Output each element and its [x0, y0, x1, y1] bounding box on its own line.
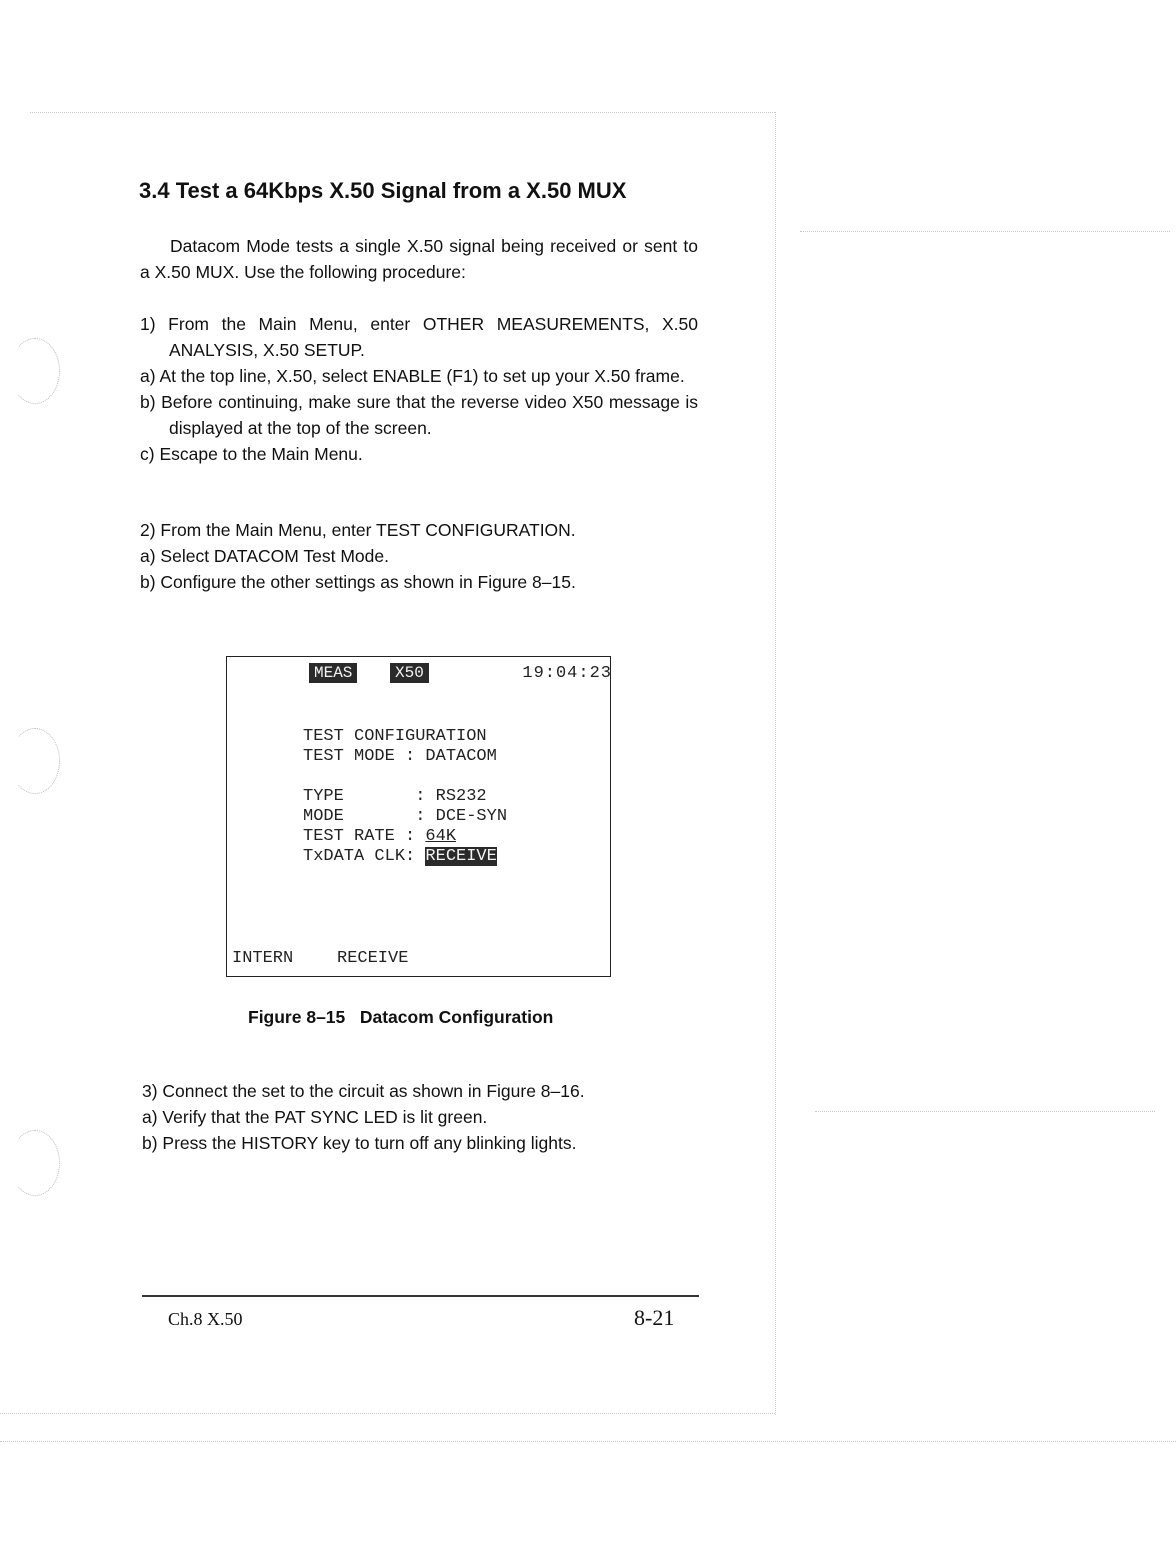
- step-item: b) Configure the other settings as shown in Figure 8–15.: [140, 572, 576, 592]
- step-item: 3) Connect the set to the circuit as shown in Figure 8–16.: [142, 1081, 585, 1101]
- punch-hole-bottom: [10, 1130, 60, 1196]
- datacom-config-screen: [226, 656, 611, 977]
- step-item: 1) From the Main Menu, enter OTHER MEASUREMENTS, X.50 ANALYSIS, X.50 SETUP.: [140, 314, 698, 360]
- step-item: b) Before continuing, make sure that the reverse video X50 message is displayed at the top of the screen.: [140, 392, 698, 438]
- scan-border-right: [775, 112, 776, 1415]
- step-item: c) Escape to the Main Menu.: [140, 444, 363, 464]
- test-mode-line: TEST MODE : DATACOM: [303, 747, 497, 766]
- test-rate-line: [303, 827, 456, 846]
- footer-rule: [142, 1295, 699, 1297]
- screen-clock: 19:04:23: [522, 664, 612, 683]
- meas-indicator: MEAS: [309, 663, 357, 683]
- f1-softkey-label: INTERN: [232, 949, 294, 968]
- procedure-step-1: [140, 311, 698, 467]
- step-item: a) Select DATACOM Test Mode.: [140, 546, 389, 566]
- step-item: b) Press the HISTORY key to turn off any blinking lights.: [142, 1133, 577, 1153]
- f2-softkey-label: RECEIVE: [337, 949, 409, 968]
- step-item: a) At the top line, X.50, select ENABLE (F1) to set up your X.50 frame.: [140, 366, 685, 386]
- mode-line: MODE : DCE-SYN: [303, 807, 508, 826]
- procedure-step-3: [142, 1078, 700, 1156]
- footer-chapter: Ch.8 X.50: [168, 1309, 243, 1329]
- scan-edge-bottom: [0, 1441, 1176, 1442]
- test-rate-value: 64K: [425, 827, 457, 846]
- page-number: 8-21: [634, 1305, 675, 1330]
- test-rate-label: TEST RATE :: [303, 827, 426, 846]
- intro-paragraph: Datacom Mode tests a single X.50 signal being received or sent to a X.50 MUX. Use the following procedure:: [140, 236, 698, 282]
- procedure-step-2: [140, 517, 698, 595]
- scan-border-top: [30, 112, 775, 113]
- punch-hole-top: [10, 338, 60, 404]
- x50-indicator: X50: [390, 663, 429, 683]
- scan-edge-upper: [800, 231, 1170, 232]
- scan-edge-mid: [815, 1111, 1155, 1112]
- scan-border-bottom: [0, 1413, 775, 1414]
- figure-caption: Figure 8–15 Datacom Configuration: [248, 1007, 554, 1027]
- screen-title: TEST CONFIGURATION: [303, 727, 487, 746]
- txdata-clk-line: [303, 847, 497, 866]
- section-heading: 3.4 Test a 64Kbps X.50 Signal from a X.50 MUX: [139, 178, 627, 203]
- step-item: a) Verify that the PAT SYNC LED is lit green.: [142, 1107, 488, 1127]
- punch-hole-middle: [10, 728, 60, 794]
- step-item: 2) From the Main Menu, enter TEST CONFIGURATION.: [140, 520, 576, 540]
- txdata-clk-label: TxDATA CLK:: [303, 847, 426, 866]
- type-line: TYPE : RS232: [303, 787, 487, 806]
- txdata-clk-value: RECEIVE: [425, 847, 497, 866]
